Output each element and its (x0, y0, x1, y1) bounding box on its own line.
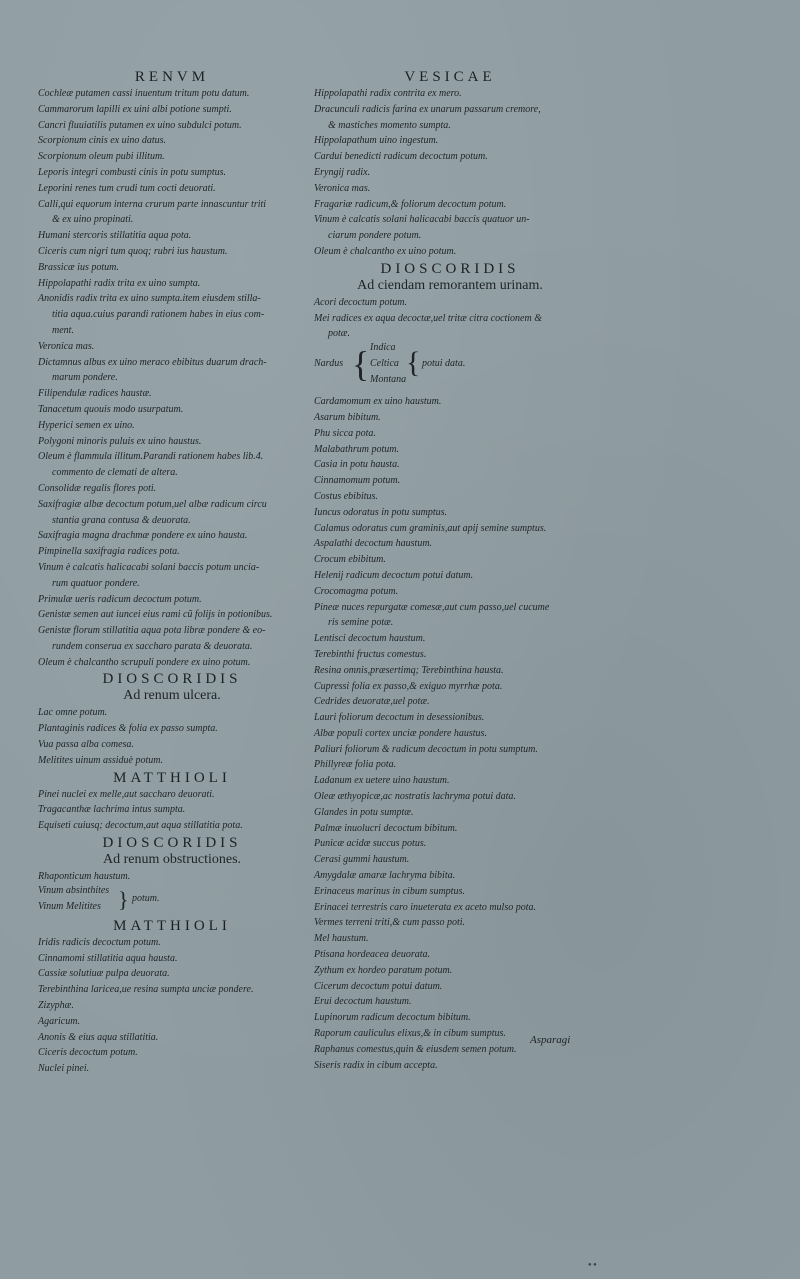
vinum-brace-group (38, 885, 306, 917)
list-item: Phu sicca pota. (314, 427, 376, 439)
brace-result: potum. (132, 892, 160, 904)
list-item: Vinum è calcatis solani halicacabi baccis quatuor un- (314, 214, 530, 226)
list-item: Nuclei pinei. (38, 1063, 90, 1075)
list-item: Raphanus comestus,quin & eiusdem semen potum. (314, 1043, 517, 1055)
list-item: Cardamomum ex uino haustum. (314, 396, 442, 408)
list-item: Oleæ æthyopicæ,ac nostratis lachryma potui data. (314, 791, 516, 803)
list-item: Agaricum. (38, 1015, 80, 1027)
list-item: Genistæ florum stillatitia aqua pota libræ pondere & eo- (38, 625, 266, 637)
heading-vesicae: VESICAE (404, 69, 496, 85)
list-item: Siseris radix in cibum accepta. (314, 1059, 438, 1071)
list-item: Cammarorum lapilli ex uini albi potione sumpti. (38, 103, 232, 115)
list-item: Anonis & eius aqua stillatitia. (38, 1031, 159, 1043)
list-item: Erui decoctum haustum. (314, 996, 412, 1008)
list-item: Pineæ nuces repurgatæ comesæ,aut cum passo,uel cucume (314, 601, 550, 613)
list-item: Hippolapathi radix trita ex uino sumpta. (38, 277, 201, 289)
list-item: & ex uino propinati. (52, 214, 134, 226)
list-item: Zizyphæ. (38, 1000, 74, 1012)
list-item: stantia grana contusa & deuorata. (52, 514, 191, 526)
list-item: Albæ populi cortex unciæ pondere haustus. (314, 727, 487, 739)
list-item: Primulæ ueris radicum decoctum potum. (38, 593, 202, 605)
catchword: Asparagi (530, 1034, 571, 1046)
list-item: Cupressi folia ex passo,& exiguo myrrhæ pota. (314, 680, 503, 692)
left-column (38, 68, 306, 1077)
list-item: Iridis radicis decoctum potum. (38, 936, 161, 948)
list-item: Tragacanthæ lachrima intus sumpta. (38, 804, 186, 816)
list-item: Fragariæ radicum,& foliorum decoctum potum. (314, 198, 507, 210)
nardus-label: Nardus (314, 358, 344, 370)
list-item: Leporini renes tum crudi tum cocti deuorati. (38, 182, 216, 194)
list-item: Hippolapathi radix contrita ex mero. (314, 88, 462, 99)
list-item: Dictamnus albus ex uino meraco ebibitus duarum drach- (38, 356, 267, 368)
list-item: Erinaceus marinus in cibum sumptus. (314, 885, 465, 897)
list-item: Resina omnis,præsertimq; Terebinthina hausta. (314, 664, 504, 676)
list-item: ment. (52, 324, 74, 336)
left-entries-renum (38, 86, 306, 670)
list-item: Punicæ acidæ succus potus. (314, 838, 427, 850)
brace-item: Vinum absinthites (38, 884, 110, 896)
left-entries-matthioli-1 (38, 787, 306, 834)
list-item: titia aqua.cuius parandi rationem habes in eius com- (52, 309, 265, 321)
list-item: Scorpionum cinis ex uino datus. (38, 135, 167, 147)
list-item: Oleum è chalcantho ex uino potum. (314, 245, 457, 257)
list-item: Melitites uinum assiduè potum. (38, 754, 163, 766)
heading-dioscoridis-2: DIOSCORIDIS (102, 835, 242, 852)
list-item: Oleum è chalcantho scrupuli pondere ex uino potum. (38, 656, 251, 668)
list-item: Cassiæ solutiuæ pulpa deuorata. (38, 968, 170, 980)
list-item: Anonidis radix trita ex uino sumpta.item eiusdem stilla- (38, 293, 261, 305)
list-item: Cardui benedicti radicum decoctum potum. (314, 151, 488, 163)
list-item: Mel haustum. (314, 933, 369, 945)
list-item: Cerasi gummi haustum. (314, 854, 410, 866)
list-item: Zythum ex hordeo paratum potum. (314, 964, 453, 976)
list-item: Cicerum decoctum potui datum. (314, 980, 443, 992)
left-entries-matthioli-2 (38, 935, 306, 1077)
list-item: Lupinorum radicum decoctum bibitum. (314, 1012, 471, 1024)
list-item: marum pondere. (52, 372, 118, 384)
list-item: Polygoni minoris puluis ex uino haustus. (38, 435, 202, 447)
brace-item: Celtica (370, 358, 399, 370)
list-item: Vua passa alba comesa. (38, 739, 134, 751)
list-item: Calli,qui equorum interna crurum parte innascuntur triti (38, 198, 267, 210)
list-item: Tanacetum quouis modo usurpatum. (38, 403, 184, 415)
heading-renum: RENVM (134, 69, 210, 85)
list-item: Acori decoctum potum. (314, 296, 408, 308)
right-column (314, 68, 586, 1073)
list-item: Dracunculi radicis farina ex unarum passarum cremore, (314, 103, 541, 115)
list-item: Terebinthina laricea,ue resina sumpta unciæ pondere. (38, 984, 254, 996)
list-item: Pimpinella saxifragia radices pota. (38, 546, 180, 558)
brace-item: Indica (370, 342, 396, 354)
list-item: Rhaponticum haustum. (38, 871, 131, 883)
list-item: Cancri fluuiatilis putamen ex uino subdulci potum. (38, 119, 242, 131)
heading-matthioli-1: MATTHIOLI (113, 769, 231, 786)
list-item: Crocomagma potum. (314, 585, 399, 597)
list-item: Pinei nuclei ex melle,aut saccharo deuorati. (38, 788, 215, 800)
right-entries-remedies (314, 394, 586, 1073)
list-item: Plantaginis radices & folia ex passo sumpta. (38, 723, 218, 735)
list-item: Palmæ inuolucri decoctum bibitum. (314, 822, 458, 834)
list-item: Oleum è flammula illitum.Parandi rationem habes lib.4. (38, 451, 264, 463)
list-item: Lauri foliorum decoctum in desessionibus. (314, 712, 485, 724)
list-item: Glandes in potu sumptæ. (314, 806, 414, 818)
subheading-renum-ulcera: Ad renum ulcera. (123, 688, 221, 704)
list-item: Terebinthi fructus comestus. (314, 648, 427, 660)
list-item: Ciceris decoctum potum. (38, 1047, 138, 1059)
right-entries-urinam (314, 295, 586, 342)
list-item: ciarum pondere potum. (328, 230, 422, 242)
list-item: & mastiches momento sumpta. (328, 119, 451, 131)
list-item: Veronica mas. (314, 182, 371, 194)
list-item: Scorpionum oleum pubi illitum. (38, 151, 165, 163)
list-item: rum quatuor pondere. (52, 577, 140, 589)
list-item: Saxifragia magna drachmæ pondere ex uino hausta. (38, 530, 248, 542)
right-entries-vesicae (314, 86, 586, 260)
list-item: ris semine potæ. (328, 617, 394, 629)
list-item: Equiseti cuiusq; decoctum,aut aqua stillatitia pota. (38, 820, 243, 832)
list-item: Ciceris cum nigri tum quoq; rubri ius haustum. (38, 245, 228, 257)
heading-matthioli-2: MATTHIOLI (113, 917, 231, 934)
list-item: Hippolapathum uino ingestum. (314, 135, 439, 147)
list-item: Aspalathi decoctum haustum. (314, 538, 433, 550)
brace-item: Montana (370, 374, 407, 386)
brace-glyph: { (406, 346, 421, 380)
brace-glyph: { (352, 344, 370, 385)
list-item: Genistæ semen aut iuncei eius rami cũ folijs in potionibus. (38, 609, 273, 621)
list-item: Eryngij radix. (314, 166, 371, 178)
list-item: Vermes terreni triti,& cum passo poti. (314, 917, 466, 929)
list-item: rundem conserua ex saccharo parata & deuorata. (52, 640, 253, 652)
list-item: Ptisana hordeacea deuorata. (314, 949, 431, 961)
list-item: Ladanum ex uetere uino haustum. (314, 775, 450, 787)
list-item: Humani stercoris stillatitia aqua pota. (38, 230, 192, 242)
list-item: Calamus odoratus cum graminis,aut apij semine sumptus. (314, 522, 547, 534)
list-item: Consolidæ regalis flores poti. (38, 482, 157, 494)
list-item: Vinum è calcatis halicacabi solani baccis potum uncia- (38, 561, 260, 573)
subheading-urinam: Ad ciendam remorantem urinam. (357, 277, 543, 293)
list-item: Malabathrum potum. (314, 443, 399, 455)
list-item: Amygdalæ amaræ lachryma bibita. (314, 870, 456, 882)
list-item: Leporis integri combusti cinis in potu sumptus. (38, 166, 227, 178)
brace-glyph: } (118, 886, 129, 912)
list-item: Paliuri foliorum & radicum decoctum in potu sumptum. (314, 743, 538, 755)
list-item: Veronica mas. (38, 340, 95, 352)
list-item: Costus ebibitus. (314, 490, 378, 502)
list-item: Iuncus odoratus in potu sumptus. (314, 506, 448, 518)
list-item: Mei radices ex aqua decoctæ,uel tritæ citra coctionem & (314, 312, 542, 324)
list-item: Asarum bibitum. (314, 411, 381, 423)
brace-item: Vinum Melitites (38, 900, 101, 912)
list-item: Saxifragiæ albæ decoctum potum,uel albæ radicum circu (38, 498, 267, 510)
brace-result: potui data. (422, 358, 466, 370)
list-item: Cedrides deuoratæ,uel potæ. (314, 696, 430, 708)
list-item: Erinacei terrestris caro inueterata ex aceto mulso pota. (314, 901, 536, 913)
list-item: Hyperici semen ex uino. (38, 419, 135, 431)
list-item: Crocum ebibitum. (314, 554, 386, 566)
list-item: Raporum cauliculus elixus,& in cibum sumptus. (314, 1028, 506, 1040)
list-item: Brassicæ ius potum. (38, 261, 119, 273)
subheading-renum-obstructiones: Ad renum obstructiones. (102, 852, 242, 868)
list-item: commento de clemati de altera. (52, 467, 178, 479)
list-item: Lentisci decoctum haustum. (314, 633, 426, 645)
list-item: Phillyreæ folia pota. (314, 759, 397, 771)
list-item: Helenij radicum decoctum potui datum. (314, 569, 474, 581)
paper-spots: ● ● (588, 1262, 597, 1268)
heading-dioscoridis-1: DIOSCORIDIS (102, 671, 242, 688)
list-item: Cochleæ putamen cassi inuentum tritum potu datum. (38, 88, 250, 99)
list-item: Cinnamomi stillatitia aqua hausta. (38, 952, 178, 964)
list-item: Filipendulæ radices haustæ. (38, 388, 152, 400)
list-item: Casia in potu hausta. (314, 459, 400, 471)
left-entries-ulcera (38, 705, 306, 768)
nardus-brace-group (314, 342, 586, 394)
list-item: Cinnamomum potum. (314, 475, 401, 487)
list-item: potæ. (328, 328, 350, 340)
heading-dioscoridis-3: DIOSCORIDIS (380, 260, 520, 277)
list-item: Lac omne potum. (38, 707, 108, 719)
